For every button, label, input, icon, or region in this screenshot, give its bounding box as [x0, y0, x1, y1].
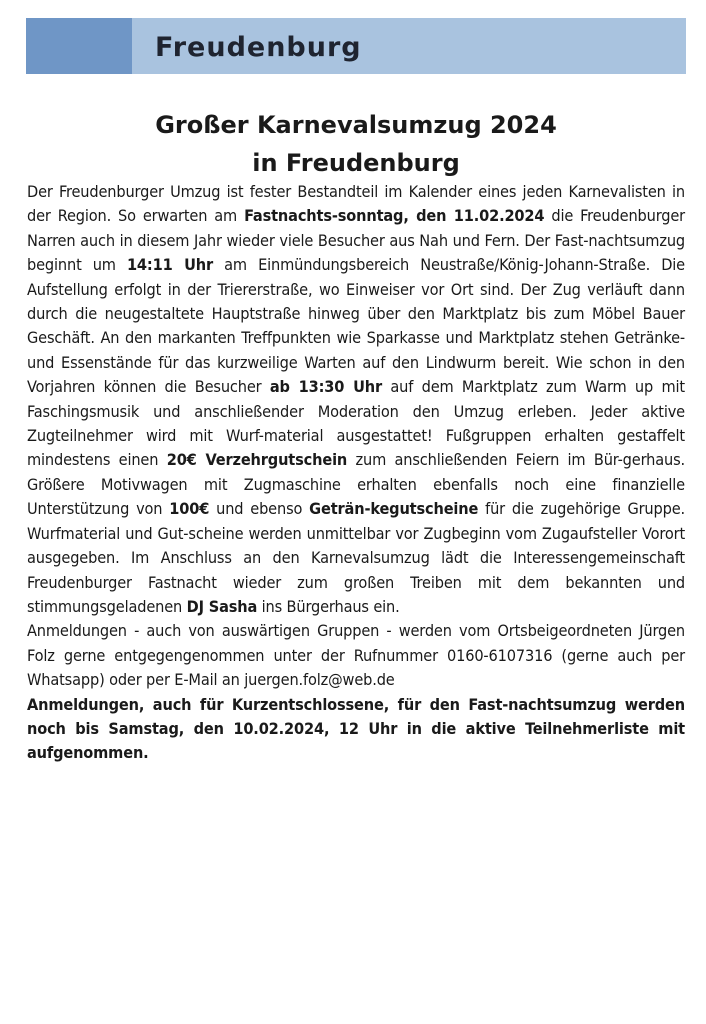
- text-run: die Freudenburger Narren auch in diesem Jahr wieder viele Besucher aus Nah und Fern. Der Fast-nachtsumzug beginnt um: [27, 206, 686, 275]
- bold-voucher: 20€ Verzehrgutschein: [166, 450, 348, 470]
- text-run: auf dem Marktplatz zum Warm up mit Faschingsmusik und anschließender Moderation den Umzug erleben. Jeder aktive Zugteilnehmer wird mit Wurf-material ausgestattet! Fußgruppen erhalten gestaffelt mindestens einen: [27, 377, 685, 470]
- article-headline: [26, 106, 686, 182]
- section-title: Freudenburg: [155, 32, 362, 63]
- bold-drink-vouchers: Geträn-kegutscheine: [309, 499, 479, 519]
- bold-start-time: 14:11 Uhr: [126, 255, 214, 275]
- text-run: ins Bürgerhaus ein.: [257, 596, 400, 616]
- text-run: und ebenso: [209, 499, 310, 519]
- paragraph-deadline: Anmeldungen, auch für Kurzentschlossene, für den Fast-nachtsumzug werden noch bis Samstag, den 10.02.2024, 12 Uhr in die aktive Teilnehmerliste mit aufgenommen.: [27, 694, 685, 763]
- text-run: Der Freudenburger Umzug ist fester Bestandteil im Kalender eines jeden Karnevalisten in der Region. So erwarten am: [27, 182, 685, 226]
- text-run: am Einmündungsbereich Neustraße/König-Johann-Straße. Die Aufstellung erfolgt in der Triererstraße, wo Einweiser vor Ort sind. Der Zug verläuft dann durch die neugestaltete Hauptstraße hinweg über den Marktplatz bis zum Möbel Bauer Geschäft. An den markanten Treffpunkten wie Sparkasse und Marktplatz stehen Getränke- und Essenstände für das kurzweilige Warten auf den Lindwurm bereit. Wie schon in den Vorjahren können die Besucher: [27, 255, 685, 397]
- bold-warmup-time: ab 13:30 Uhr: [269, 377, 383, 397]
- paragraph-main: [27, 180, 685, 619]
- headline-line-1: Großer Karnevalsumzug 2024: [155, 111, 557, 139]
- headline-line-2: in Freudenburg: [252, 149, 460, 177]
- text-run: für die zugehörige Gruppe. Wurfmaterial und Gut-scheine werden unmittelbar vor Zugbeginn vom Zugaufsteller Vorort ausgegeben. Im Anschluss an den Karnevalsumzug lädt die Interessengemeinschaft Freudenburger Fastnacht wieder zum großen Treiben mit dem bekannten und stimmungsgeladenen: [27, 499, 686, 616]
- bold-amount: 100€: [169, 499, 210, 519]
- section-header-accent: [26, 18, 132, 74]
- bold-date: Fastnachts-sonntag, den 11.02.2024: [244, 206, 545, 226]
- article-body: [27, 180, 685, 766]
- paragraph-registration: Anmeldungen - auch von auswärtigen Gruppen - werden vom Ortsbeigeordneten Jürgen Folz gerne entgegengenommen unter der Rufnummer 0160-6107316 (gerne auch per Whatsapp) oder per E-Mail an juergen.folz@web.de: [27, 621, 685, 690]
- text-run: zum anschließenden Feiern im Bür-gerhaus. Größere Motivwagen mit Zugmaschine erhalten ebenfalls noch eine finanzielle Unterstützung von: [27, 450, 685, 519]
- bold-dj-name: DJ Sasha: [186, 596, 258, 616]
